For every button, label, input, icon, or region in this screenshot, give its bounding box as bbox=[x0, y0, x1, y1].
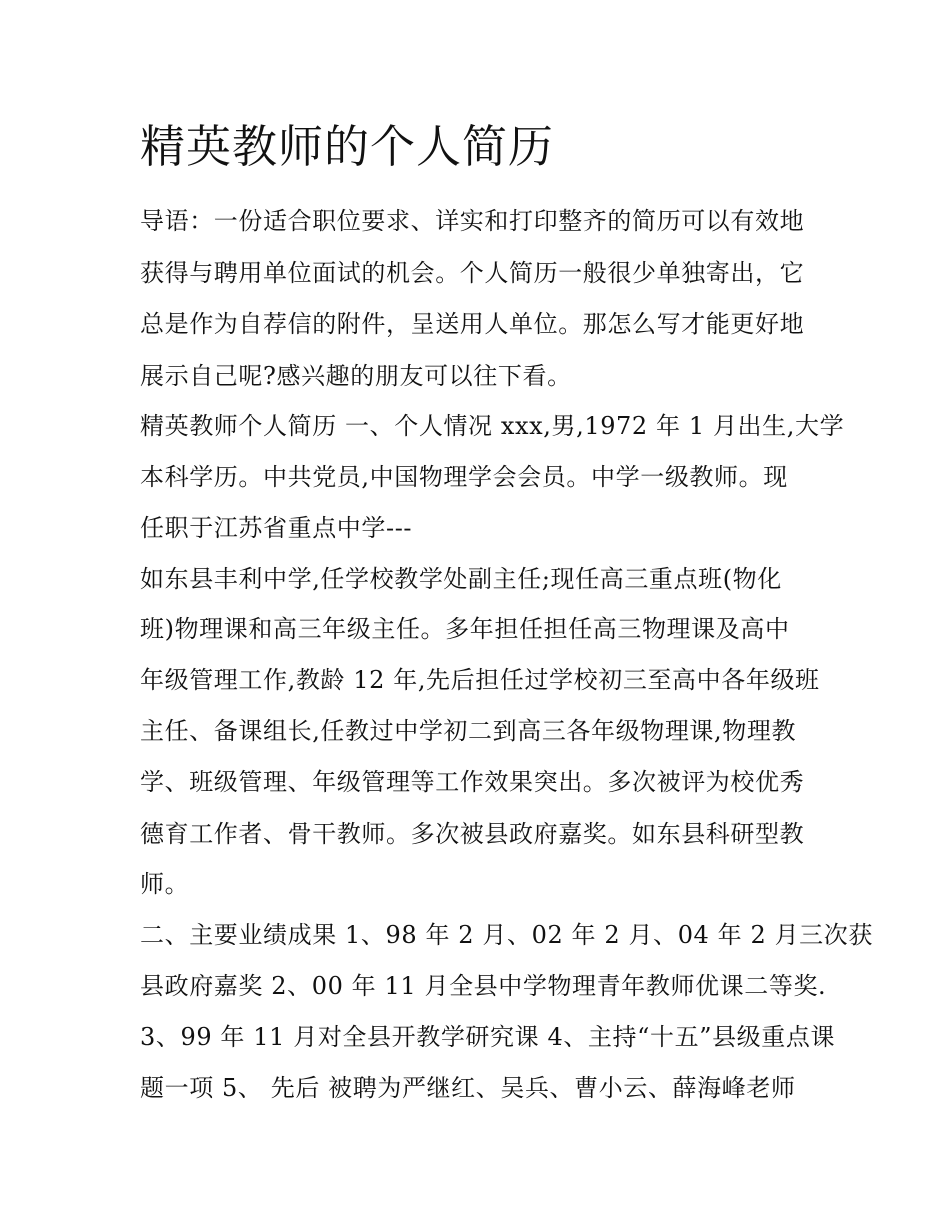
body-line-10: 年级管理工作,教龄 12 年,先后担任过学校初三至高中各年级班 bbox=[140, 666, 820, 694]
body-line-13: 德育工作者、骨干教师。多次被县政府嘉奖。如东县科研型教 bbox=[140, 820, 805, 848]
body-line-5: 精英教师个人简历 一、个人情况 xxx,男,1972 年 1 月出生,大学 bbox=[140, 412, 845, 440]
body-line-14: 师。 bbox=[140, 870, 190, 898]
body-line-9: 班)物理课和高三年级主任。多年担任担任高三物理课及高中 bbox=[140, 615, 790, 643]
document-title: 精英教师的个人简历 bbox=[140, 120, 555, 173]
body-line-16: 县政府嘉奖 2、00 年 11 月全县中学物理青年教师优课二等奖. bbox=[140, 972, 827, 1000]
body-line-1: 导语：一份适合职位要求、详实和打印整齐的简历可以有效地 bbox=[140, 207, 805, 235]
body-line-2: 获得与聘用单位面试的机会。个人简历一般很少单独寄出，它 bbox=[140, 259, 805, 287]
body-line-11: 主任、备课组长,任教过中学初二到高三各年级物理课,物理教 bbox=[140, 717, 797, 745]
body-line-6: 本科学历。中共党员,中国物理学会会员。中学一级教师。现 bbox=[140, 463, 788, 491]
body-line-12: 学、班级管理、年级管理等工作效果突出。多次被评为校优秀 bbox=[140, 768, 805, 796]
body-line-8: 如东县丰利中学,任学校教学处副主任;现任高三重点班(物化 bbox=[140, 565, 782, 593]
body-line-4: 展示自己呢?感兴趣的朋友可以往下看。 bbox=[140, 362, 572, 390]
body-line-15: 二、主要业绩成果 1、98 年 2 月、02 年 2 月、04 年 2 月三次获 bbox=[140, 921, 873, 949]
body-line-18: 题一项 5、 先后 被聘为严继红、吴兵、曹小云、薛海峰老师 bbox=[140, 1074, 796, 1102]
body-line-17: 3、99 年 11 月对全县开教学研究课 4、主持“十五”县级重点课 bbox=[140, 1023, 836, 1051]
body-line-3: 总是作为自荐信的附件，呈送用人单位。那怎么写才能更好地 bbox=[140, 310, 805, 338]
body-line-7: 任职于江苏省重点中学--- bbox=[140, 514, 413, 542]
